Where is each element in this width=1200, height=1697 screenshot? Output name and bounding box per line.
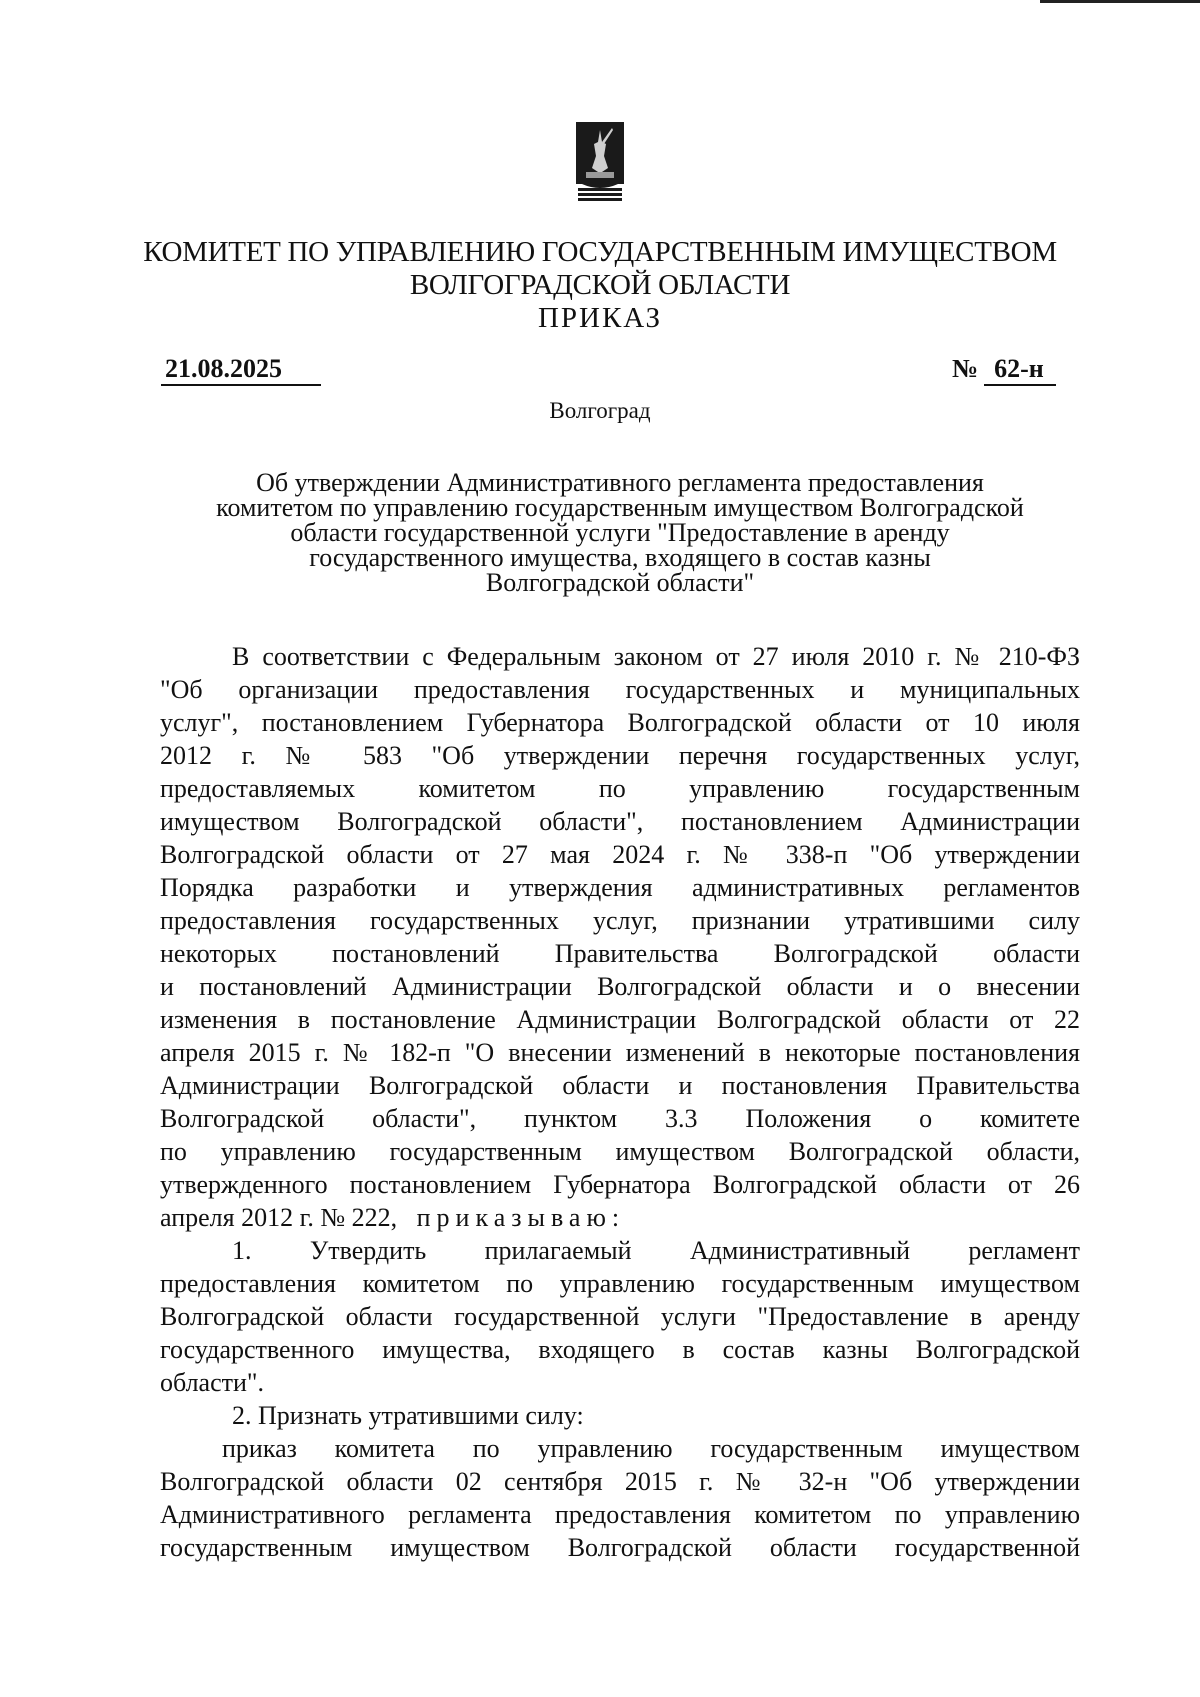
org-name-line2: ВОЛГОГРАДСКОЙ ОБЛАСТИ (409, 269, 791, 301)
item2-line: Волгоградской области 02 сентября 2015 г. № 32-н "Об утверждении (160, 1467, 1080, 1496)
document-subject (160, 470, 1080, 595)
preamble-line: некоторых постановлений Правительства Волгоградской области (160, 939, 1080, 968)
doc-type: ПРИКАЗ (537, 302, 663, 334)
preamble-line: и постановлений Администрации Волгоградской области и о внесении (160, 972, 1080, 1001)
subject-line: комитетом по управлению государственным имуществом Волгоградской (216, 493, 1024, 522)
subject-line: государственного имущества, входящего в состав казны (309, 543, 931, 572)
number-value: 62-н (984, 354, 1056, 386)
item1-line: области". (160, 1368, 265, 1397)
preamble-line: предоставляемых комитетом по управлению государственным (160, 774, 1080, 803)
preamble-line: утвержденного постановлением Губернатора Волгоградской области от 26 (160, 1170, 1080, 1199)
item1-line: 1. Утвердить прилагаемый Административный регламент (232, 1236, 1080, 1265)
subject-line: Волгоградской области" (485, 568, 755, 597)
item2-title: 2. Признать утратившими силу: (232, 1401, 584, 1430)
preamble-line: "Об организации предоставления государственных и муниципальных (160, 675, 1080, 704)
item1-line: государственного имущества, входящего в состав казны Волгоградской (160, 1335, 1080, 1364)
volgograd-coat-of-arms-icon (576, 122, 624, 206)
order-word: приказываю: (416, 1203, 626, 1232)
subject-line: Об утверждении Административного регламента предоставления (256, 468, 984, 497)
preamble-line: Волгоградской области от 27 мая 2024 г. № 338-п "Об утверждении (160, 840, 1080, 869)
subject-line: области государственной услуги "Предоставление в аренду (290, 518, 950, 547)
preamble-line: имуществом Волгоградской области", постановлением Администрации (160, 807, 1080, 836)
preamble-line: апреля 2015 г. № 182-п "О внесении изменений в некоторые постановления (160, 1038, 1080, 1067)
preamble-last-line (160, 1201, 1080, 1234)
preamble-line: изменения в постановление Администрации Волгоградской области от 22 (160, 1005, 1080, 1034)
org-name-line1: КОМИТЕТ ПО УПРАВЛЕНИЮ ГОСУДАРСТВЕННЫМ ИМУЩЕСТВОМ (143, 236, 1057, 268)
item2-line: Административного регламента предоставления комитетом по управлению (160, 1500, 1080, 1529)
item2-line: государственным имуществом Волгоградской области государственной (160, 1533, 1080, 1562)
preamble-line: Волгоградской области", пунктом 3.3 Положения о комитете (160, 1104, 1080, 1133)
document-date: 21.08.2025 (161, 354, 321, 386)
preamble-line: В соответствии с Федеральным законом от 27 июля 2010 г. № 210-ФЗ (232, 642, 1080, 671)
preamble-tail: апреля 2012 г. № 222, (160, 1203, 398, 1232)
preamble-line: Порядка разработки и утверждения административных регламентов (160, 873, 1080, 902)
item1-line: Волгоградской области государственной услуги "Предоставление в аренду (160, 1302, 1080, 1331)
preamble-line: услуг", постановлением Губернатора Волгоградской области от 10 июля (160, 708, 1080, 737)
number-label: № (952, 354, 979, 383)
preamble-line: 2012 г. № 583 "Об утверждении перечня государственных услуг, (160, 741, 1080, 770)
city: Волгоград (549, 398, 651, 423)
preamble-line: по управлению государственным имуществом Волгоградской области, (160, 1137, 1080, 1166)
item1-line: предоставления комитетом по управлению государственным имуществом (160, 1269, 1080, 1298)
document-body (160, 640, 1080, 1564)
preamble-line: предоставления государственных услуг, признании утратившими силу (160, 906, 1080, 935)
item2-line: приказ комитета по управлению государственным имуществом (222, 1434, 1080, 1463)
top-edge-line (1040, 0, 1200, 3)
document-number (952, 354, 1056, 386)
preamble-line: Администрации Волгоградской области и постановления Правительства (160, 1071, 1080, 1100)
